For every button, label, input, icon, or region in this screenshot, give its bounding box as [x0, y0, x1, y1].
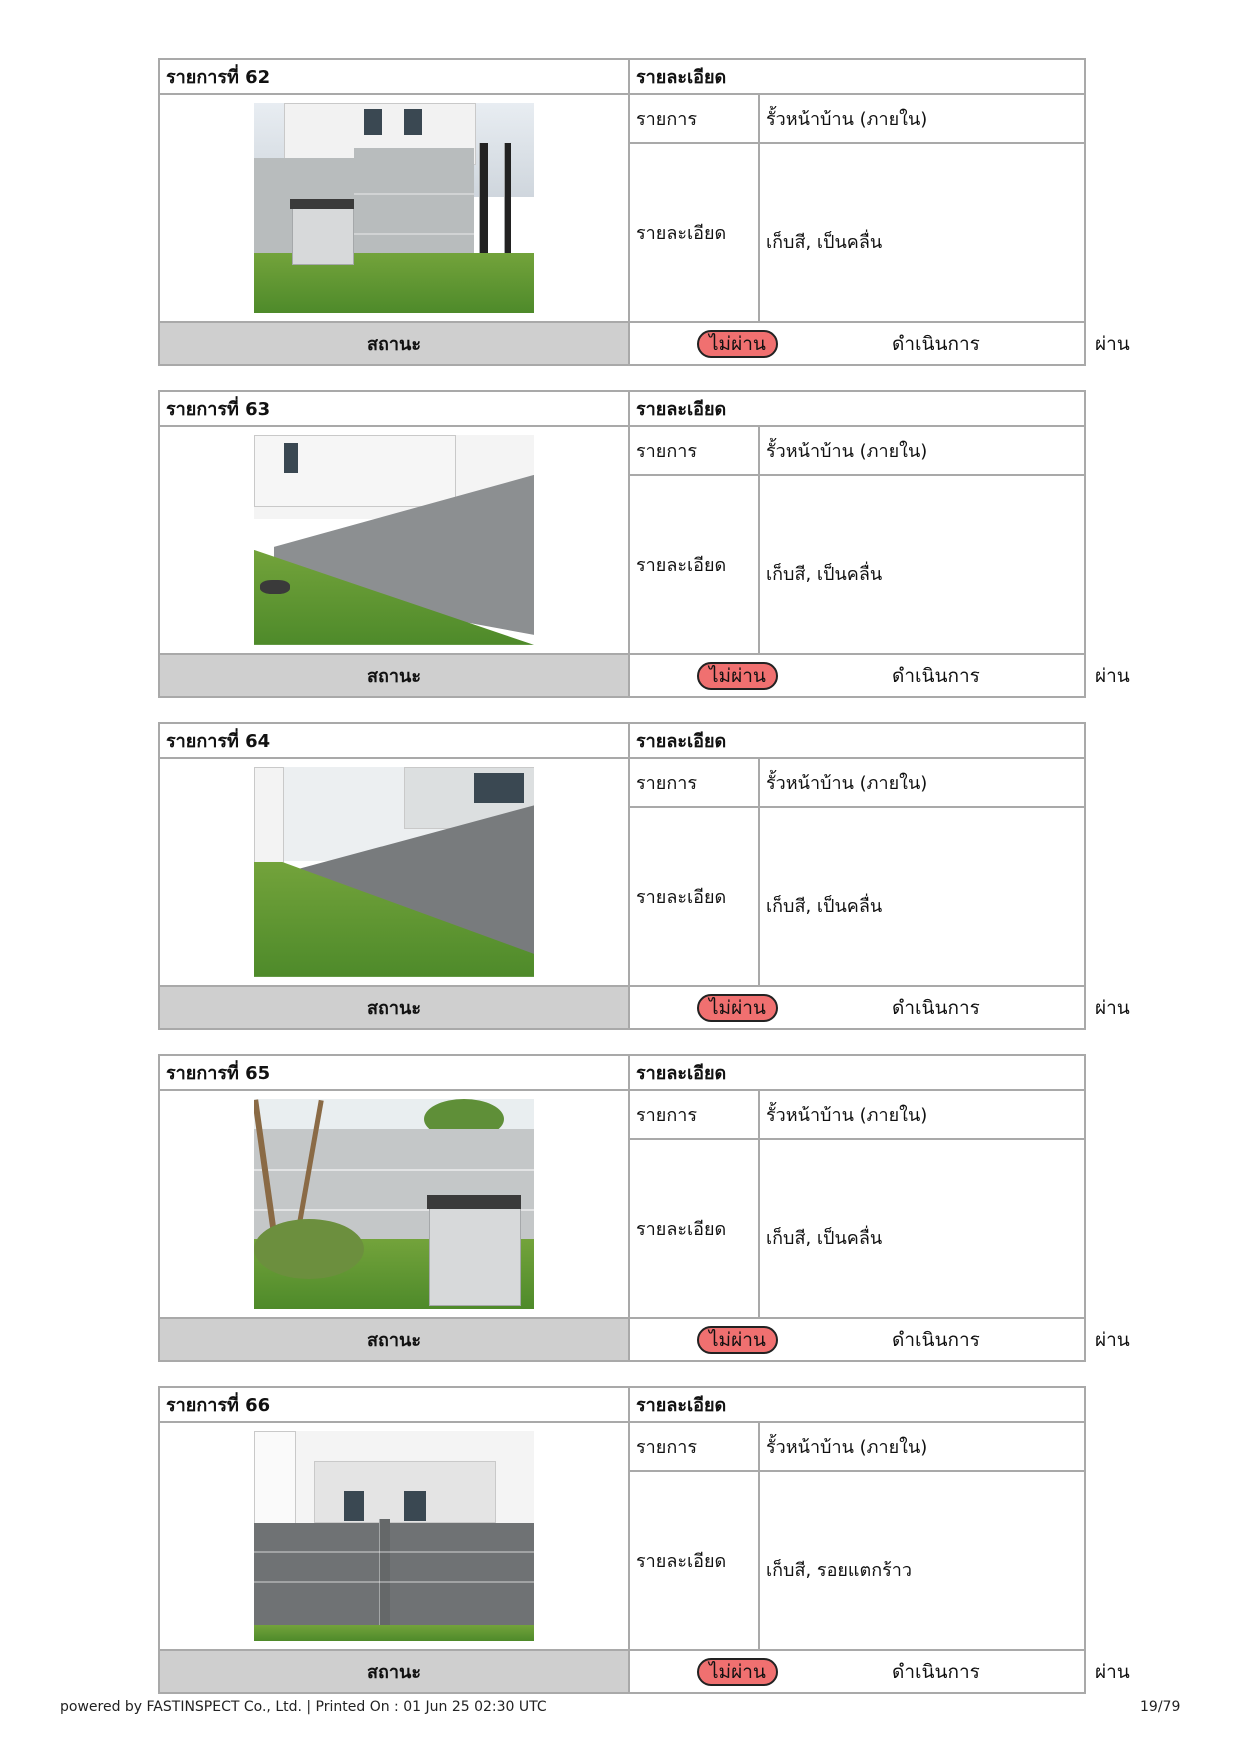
status-fail-option[interactable]: ไม่ผ่าน — [697, 1658, 778, 1686]
item-value: รั้วหน้าบ้าน (ภายใน) — [759, 94, 1085, 143]
inspection-item-65 — [158, 1054, 1130, 1362]
item-label: รายการ — [629, 1090, 759, 1139]
status-fail-option[interactable]: ไม่ผ่าน — [697, 662, 778, 690]
item-value: รั้วหน้าบ้าน (ภายใน) — [759, 1090, 1085, 1139]
inspection-item-64 — [158, 722, 1130, 1030]
status-in-progress-option[interactable]: ดำเนินการ — [892, 332, 980, 355]
status-label: สถานะ — [159, 1318, 629, 1361]
status-fail-option[interactable]: ไม่ผ่าน — [697, 994, 778, 1022]
inspection-item-63 — [158, 390, 1130, 698]
status-pass-option[interactable]: ผ่าน — [1095, 332, 1130, 355]
status-fail-option[interactable]: ไม่ผ่าน — [697, 330, 778, 358]
item-number-label: รายการที่ 64 — [159, 723, 629, 758]
photo-cell — [159, 94, 629, 322]
status-options — [629, 1318, 1130, 1361]
status-label: สถานะ — [159, 986, 629, 1029]
item-label: รายการ — [629, 94, 759, 143]
status-options — [629, 322, 1130, 365]
detail-value: เก็บสี, เป็นคลื่น — [759, 1139, 1085, 1319]
photo-cell — [159, 758, 629, 986]
photo-cell — [159, 1422, 629, 1650]
detail-label: รายละเอียด — [629, 807, 759, 987]
status-in-progress-option[interactable]: ดำเนินการ — [892, 664, 980, 687]
item-number-label: รายการที่ 63 — [159, 391, 629, 426]
status-label: สถานะ — [159, 322, 629, 365]
item-number-label: รายการที่ 66 — [159, 1387, 629, 1422]
status-options — [629, 1650, 1130, 1693]
status-pass-option[interactable]: ผ่าน — [1095, 1660, 1130, 1683]
detail-value: เก็บสี, รอยแตกร้าว — [759, 1471, 1085, 1651]
detail-label: รายละเอียด — [629, 1139, 759, 1319]
item-label: รายการ — [629, 758, 759, 807]
status-pass-option[interactable]: ผ่าน — [1095, 1328, 1130, 1351]
item-value: รั้วหน้าบ้าน (ภายใน) — [759, 1422, 1085, 1471]
fence-photo[interactable] — [254, 103, 534, 313]
item-label: รายการ — [629, 1422, 759, 1471]
item-value: รั้วหน้าบ้าน (ภายใน) — [759, 758, 1085, 807]
inspection-item-62 — [158, 58, 1130, 366]
detail-label: รายละเอียด — [629, 143, 759, 323]
status-label: สถานะ — [159, 654, 629, 697]
detail-value: เก็บสี, เป็นคลื่น — [759, 807, 1085, 987]
detail-header: รายละเอียด — [629, 723, 1085, 758]
fence-photo[interactable] — [254, 1099, 534, 1309]
status-in-progress-option[interactable]: ดำเนินการ — [892, 1660, 980, 1683]
fence-photo[interactable] — [254, 1431, 534, 1641]
status-in-progress-option[interactable]: ดำเนินการ — [892, 996, 980, 1019]
status-fail-option[interactable]: ไม่ผ่าน — [697, 1326, 778, 1354]
status-pass-option[interactable]: ผ่าน — [1095, 664, 1130, 687]
item-number-label: รายการที่ 65 — [159, 1055, 629, 1090]
item-label: รายการ — [629, 426, 759, 475]
detail-header: รายละเอียด — [629, 1055, 1085, 1090]
item-value: รั้วหน้าบ้าน (ภายใน) — [759, 426, 1085, 475]
photo-cell — [159, 426, 629, 654]
status-in-progress-option[interactable]: ดำเนินการ — [892, 1328, 980, 1351]
item-number-label: รายการที่ 62 — [159, 59, 629, 94]
fence-photo[interactable] — [254, 767, 534, 977]
detail-header: รายละเอียด — [629, 391, 1085, 426]
status-options — [629, 654, 1130, 697]
detail-value: เก็บสี, เป็นคลื่น — [759, 475, 1085, 655]
detail-value: เก็บสี, เป็นคลื่น — [759, 143, 1085, 323]
status-pass-option[interactable]: ผ่าน — [1095, 996, 1130, 1019]
photo-cell — [159, 1090, 629, 1318]
page-number: 19/79 — [1140, 1699, 1181, 1715]
detail-header: รายละเอียด — [629, 59, 1085, 94]
detail-header: รายละเอียด — [629, 1387, 1085, 1422]
detail-label: รายละเอียด — [629, 1471, 759, 1651]
status-options — [629, 986, 1130, 1029]
footer-credit: powered by FASTINSPECT Co., Ltd. | Printed On : 01 Jun 25 02:30 UTC — [60, 1699, 547, 1715]
status-label: สถานะ — [159, 1650, 629, 1693]
detail-label: รายละเอียด — [629, 475, 759, 655]
inspection-item-66 — [158, 1386, 1130, 1694]
fence-photo[interactable] — [254, 435, 534, 645]
